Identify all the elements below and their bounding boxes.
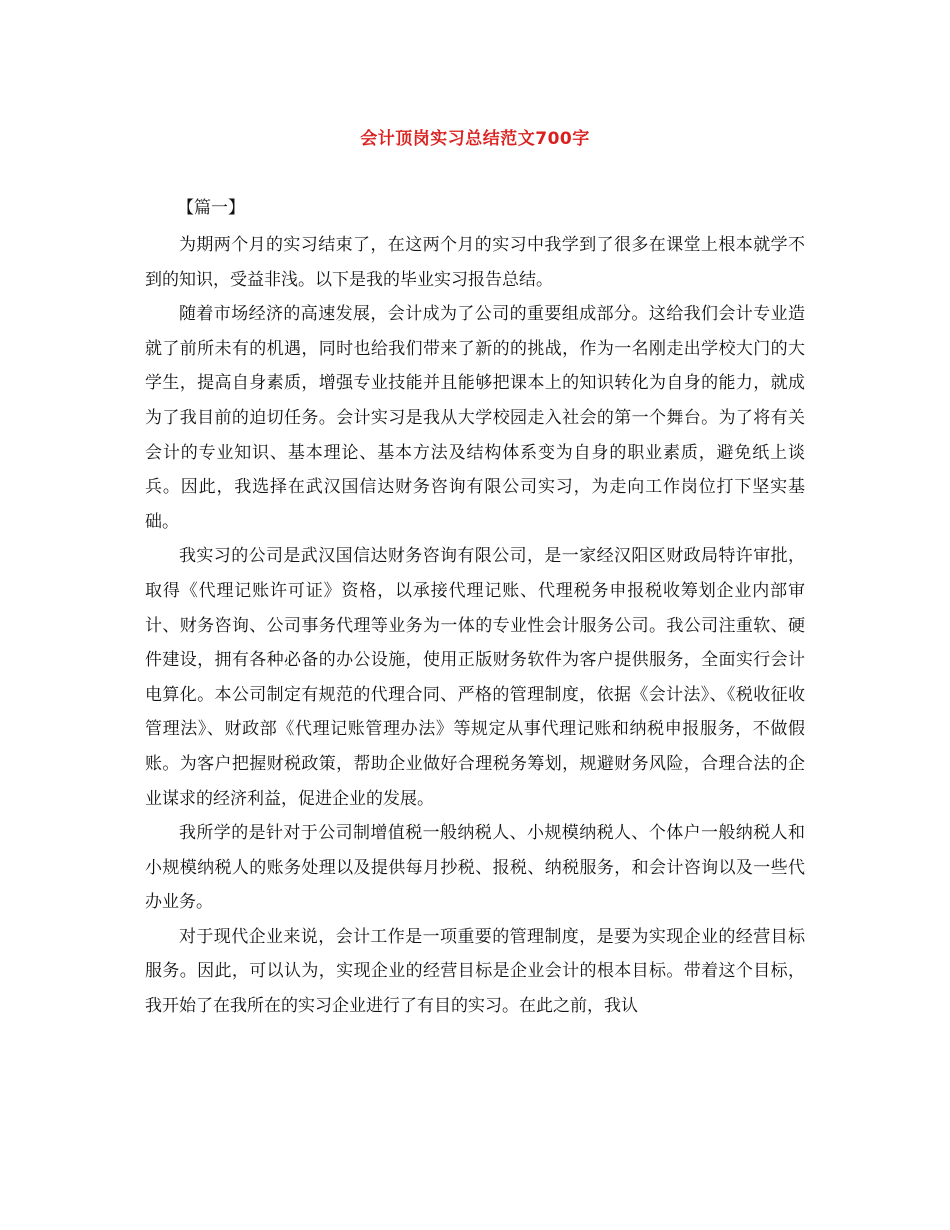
paragraph: 我实习的公司是武汉国信达财务咨询有限公司，是一家经汉阳区财政局特许审批，取得《代理记账许可证》资格，以承接代理记账、代理税务申报税收筹划企业内部审计、财务咨询、公司事务代理等业务为一体的专业性会计服务公司。我公司注重软、硬件建设，拥有各种必备的办公设施，使用正版财务软件为客户提供服务，全面实行会计电算化。本公司制定有规范的代理合同、严格的管理制度，依据《会计法》、《税收征收管理法》、财政部《代理记账管理办法》等规定从事代理记账和纳税申报服务，不做假账。为客户把握财税政策，帮助企业做好合理税务筹划，规避财务风险，合理合法的企业谋求的经济利益，促进企业的发展。	[145, 546, 805, 809]
document-body	[145, 228, 805, 1024]
document-title: 会计顶岗实习总结范文700字	[360, 129, 590, 149]
section-label: 【篇一】	[177, 198, 245, 218]
paragraph: 对于现代企业来说，会计工作是一项重要的管理制度，是要为实现企业的经营目标服务。因此，可以认为，实现企业的经营目标是企业会计的根本目标。带着这个目标，我开始了在我所在的实习企业进行了有目的实习。在此之前，我认	[145, 926, 805, 1017]
paragraph: 随着市场经济的高速发展，会计成为了公司的重要组成部分。这给我们会计专业造就了前所未有的机遇，同时也给我们带来了新的的挑战，作为一名刚走出学校大门的大学生，提高自身素质，增强专业技能并且能够把课本上的知识转化为自身的能力，就成为了我目前的迫切任务。会计实习是我从大学校园走入社会的第一个舞台。为了将有关会计的专业知识、基本理论、基本方法及结构体系变为自身的职业素质，避免纸上谈兵。因此，我选择在武汉国信达财务咨询有限公司实习，为走向工作岗位打下坚实基础。	[145, 304, 805, 532]
paragraph: 为期两个月的实习结束了，在这两个月的实习中我学到了很多在课堂上根本就学不到的知识，受益非浅。以下是我的毕业实习报告总结。	[145, 235, 805, 290]
paragraph: 我所学的是针对于公司制增值税一般纳税人、小规模纳税人、个体户一般纳税人和小规模纳税人的账务处理以及提供每月抄税、报税、纳税服务，和会计咨询以及一些代办业务。	[145, 823, 805, 913]
